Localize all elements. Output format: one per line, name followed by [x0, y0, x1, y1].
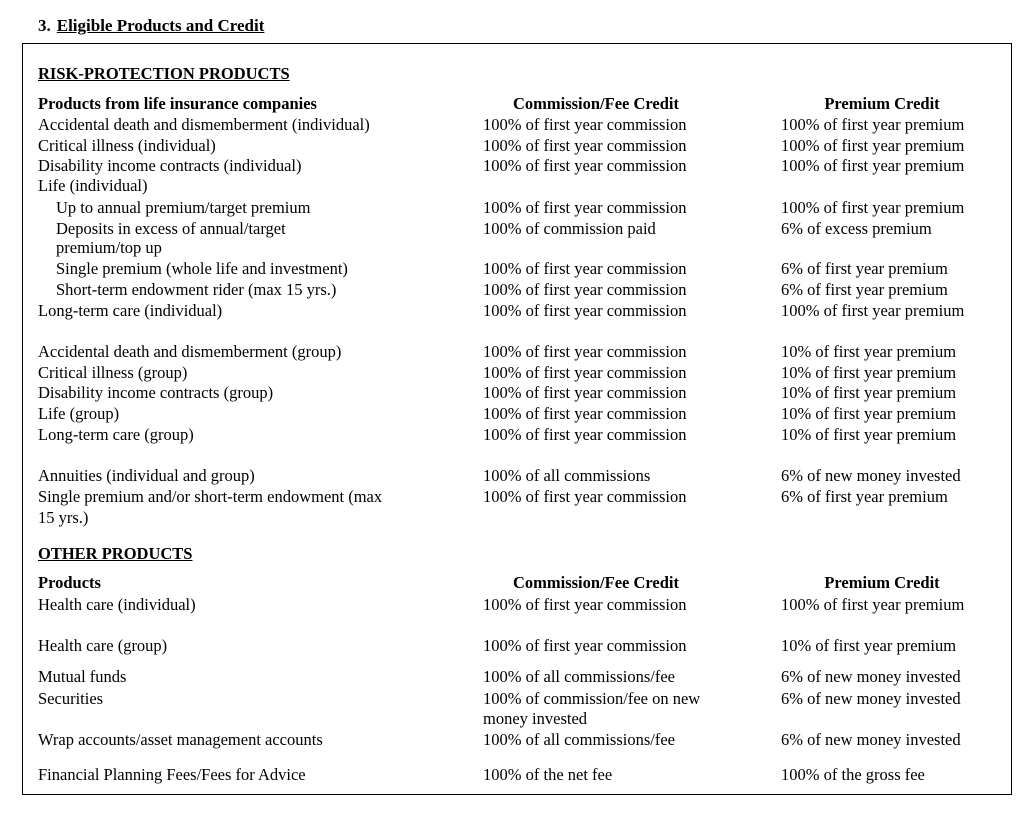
- table-row-premium: 10% of first year premium: [781, 636, 957, 655]
- other-header-products: Products: [38, 573, 101, 592]
- table-row-premium: 6% of new money invested: [781, 689, 961, 708]
- table-row-premium: 6% of excess premium: [781, 219, 932, 238]
- table-row-commission: 100% of first year commission: [483, 487, 687, 506]
- risk-section-title: RISK-PROTECTION PRODUCTS: [38, 64, 290, 83]
- table-row-product: Deposits in excess of annual/target: [56, 219, 286, 238]
- table-row-product: Health care (group): [38, 636, 168, 655]
- table-row-product: Accidental death and dismemberment (group): [38, 342, 342, 361]
- table-row-premium: 100% of first year premium: [781, 136, 965, 155]
- table-row-product: Up to annual premium/target premium: [56, 198, 311, 217]
- table-row-commission: 100% of first year commission: [483, 198, 687, 217]
- table-row-premium: 100% of first year premium: [781, 156, 965, 175]
- table-row-commission: 100% of first year commission: [483, 636, 687, 655]
- table-row-premium: 100% of first year premium: [781, 115, 965, 134]
- table-row-commission: 100% of first year commission: [483, 115, 687, 134]
- table-row-commission: 100% of all commissions/fee: [483, 667, 676, 686]
- table-row-product: Life (group): [38, 404, 120, 423]
- section-number: 3.: [38, 16, 51, 35]
- table-row-premium: 10% of first year premium: [781, 342, 957, 361]
- table-row-product: Annuities (individual and group): [38, 466, 255, 485]
- table-row-commission: 100% of first year commission: [483, 404, 687, 423]
- table-row-premium: 6% of first year premium: [781, 259, 948, 278]
- table-row-commission: 100% of all commissions: [483, 466, 651, 485]
- table-row-commission: 100% of the net fee: [483, 765, 613, 784]
- table-row-commission: 100% of first year commission: [483, 280, 687, 299]
- other-header-commission: Commission/Fee Credit: [512, 573, 680, 592]
- table-row-product: Short-term endowment rider (max 15 yrs.): [56, 280, 337, 299]
- table-row-product: Disability income contracts (individual): [38, 156, 302, 175]
- table-row-premium: 6% of first year premium: [781, 280, 948, 299]
- table-row-product: Health care (individual): [38, 595, 196, 614]
- table-row-commission: 100% of first year commission: [483, 363, 687, 382]
- table-row-product: Wrap accounts/asset management accounts: [38, 730, 323, 749]
- table-row-premium: 100% of the gross fee: [781, 765, 925, 784]
- table-row-premium: 6% of new money invested: [781, 730, 961, 749]
- table-row-premium: 10% of first year premium: [781, 425, 957, 444]
- table-row-premium: 10% of first year premium: [781, 404, 957, 423]
- table-row-premium: 10% of first year premium: [781, 383, 957, 402]
- section-title: Eligible Products and Credit: [56, 16, 265, 35]
- risk-header-products: Products from life insurance companies: [38, 94, 317, 113]
- table-row-commission: 100% of first year commission: [483, 301, 687, 320]
- risk-header-premium: Premium Credit: [824, 94, 940, 113]
- table-row-product-cont: premium/top up: [56, 238, 162, 257]
- table-row-product: Securities: [38, 689, 104, 708]
- table-row-commission: 100% of all commissions/fee: [483, 730, 676, 749]
- table-row-product: Single premium and/or short-term endowment (max: [38, 487, 383, 506]
- table-row-commission: 100% of first year commission: [483, 595, 687, 614]
- table-row-product: Long-term care (group): [38, 425, 194, 444]
- table-row-product: Critical illness (individual): [38, 136, 216, 155]
- table-row-commission: 100% of commission/fee on new: [483, 689, 701, 708]
- table-row-product: Mutual funds: [38, 667, 127, 686]
- table-row-premium: 6% of new money invested: [781, 466, 961, 485]
- table-row-commission: 100% of first year commission: [483, 425, 687, 444]
- table-row-premium: 6% of new money invested: [781, 667, 961, 686]
- table-row-premium: 100% of first year premium: [781, 198, 965, 217]
- table-row-product-cont: 15 yrs.): [38, 508, 89, 527]
- table-row-product: Financial Planning Fees/Fees for Advice: [38, 765, 306, 784]
- table-row-premium: 10% of first year premium: [781, 363, 957, 382]
- other-header-premium: Premium Credit: [824, 573, 940, 592]
- table-row-commission: 100% of first year commission: [483, 136, 687, 155]
- table-row-commission: 100% of first year commission: [483, 342, 687, 361]
- table-row-commission-cont: money invested: [483, 709, 588, 728]
- table-row-premium: 6% of first year premium: [781, 487, 948, 506]
- table-row-product: Single premium (whole life and investment): [56, 259, 348, 278]
- table-row-commission: 100% of first year commission: [483, 156, 687, 175]
- table-row-commission: 100% of first year commission: [483, 383, 687, 402]
- other-section-title: OTHER PRODUCTS: [38, 544, 193, 563]
- table-row-product: Long-term care (individual): [38, 301, 223, 320]
- table-row-premium: 100% of first year premium: [781, 595, 965, 614]
- table-row-premium: 100% of first year premium: [781, 301, 965, 320]
- table-row-commission: 100% of first year commission: [483, 259, 687, 278]
- table-row-product: Critical illness (group): [38, 363, 188, 382]
- section-heading: [38, 16, 264, 36]
- table-row-commission: 100% of commission paid: [483, 219, 656, 238]
- table-row-product: Accidental death and dismemberment (individual): [38, 115, 370, 134]
- risk-header-commission: Commission/Fee Credit: [512, 94, 680, 113]
- table-row-product: Disability income contracts (group): [38, 383, 274, 402]
- table-row-product: Life (individual): [38, 176, 148, 195]
